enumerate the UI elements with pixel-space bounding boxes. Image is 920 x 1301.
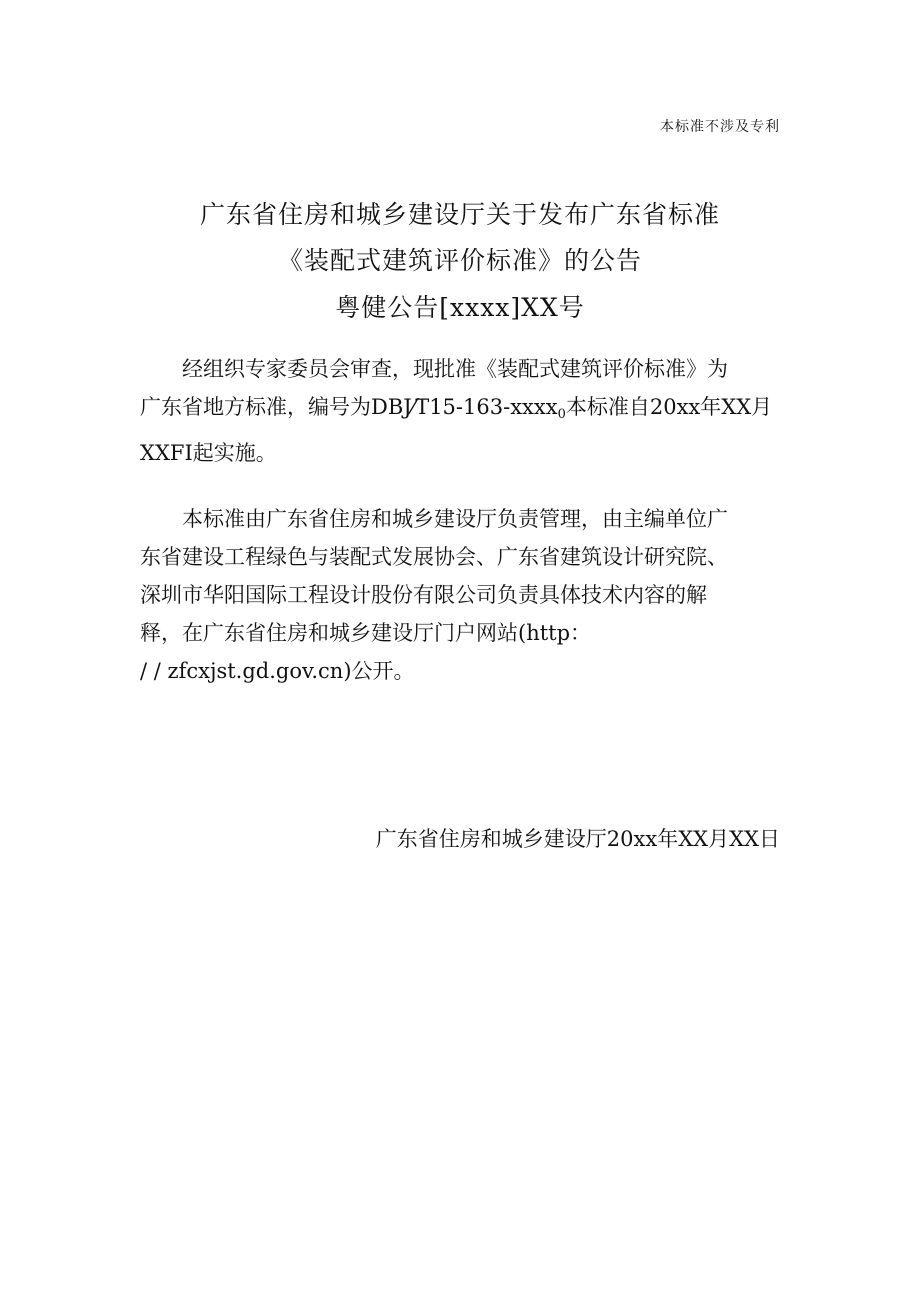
paragraph-line: XXFI起实施。 (140, 441, 277, 465)
paragraph-management (140, 500, 780, 690)
website-url-line: / / zfcxjst.gd.gov.cn)公开。 (140, 659, 415, 683)
paragraph-line: 东省建设工程绿色与装配式发展协会、广东省建筑设计研究院、 (140, 545, 728, 569)
paragraph-line: 本标准由广东省住房和城乡建设厅负责管理，由主编单位广 (182, 507, 728, 531)
paragraph-line (140, 388, 780, 434)
paragraph-line: 深圳市华阳国际工程设计股份有限公司负责具体技术内容的解 (140, 583, 707, 607)
patent-note: 本标准不涉及专利 (660, 119, 780, 135)
announcement-body (140, 350, 780, 690)
standard-number-subscript: 0 (557, 407, 566, 422)
paragraph-line: 经组织专家委员会审查，现批准《装配式建筑评价标准》为 (182, 357, 728, 381)
title-line-2: 《装配式建筑评价标准》的公告 (277, 246, 642, 275)
document-number: 粤健公告[xxxx]XX号 (335, 293, 585, 322)
paragraph-line: 释，在广东省住房和城乡建设厅门户网站(http： (140, 621, 592, 645)
title-line-1: 广东省住房和城乡建设厅关于发布广东省标准 (199, 200, 720, 229)
signature-date: 广东省住房和城乡建设厅20xx年XX月XX日 (375, 827, 780, 851)
paragraph-approval (140, 350, 780, 472)
announcement-title (0, 192, 920, 332)
standard-number-text: 广东省地方标准，编号为DBJ⁄T15-163-xxxx (140, 395, 558, 419)
effective-date-text: 本标准自20xx年XX月 (565, 395, 773, 419)
